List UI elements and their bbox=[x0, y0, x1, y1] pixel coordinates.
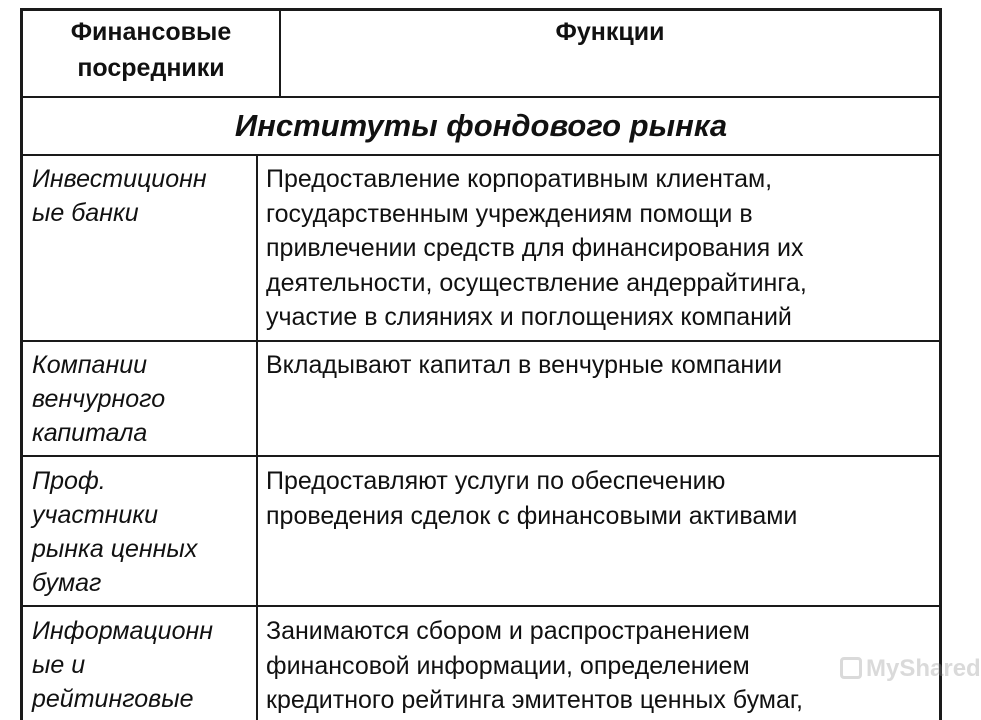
row3-bottom-border bbox=[22, 605, 942, 607]
row-function-securities-participants: Предоставляют услуги по обеспечению проведения сделок с финансовыми активами bbox=[266, 467, 798, 530]
header-functions: Функции bbox=[555, 18, 665, 46]
watermark-text: MyShared bbox=[866, 655, 981, 682]
row-name-investment-banks: Инвестиционн ые банки bbox=[32, 165, 207, 227]
row-function-investment-banks: Предоставление корпоративным клиентам, государственным учреждениям помощи в привлечении средств для финансирования их деятельности, осуществление андеррайтинга, участие в слияниях и поглощениях компаний bbox=[266, 165, 807, 331]
watermark bbox=[840, 655, 981, 683]
row1-bottom-border bbox=[22, 340, 942, 342]
row-function-information-rating: Занимаются сбором и распространением финансовой информации, определением кредитного рейтинга эмитентов ценных бумаг, bbox=[266, 617, 803, 714]
row-name-securities-participants: Проф. участники рынка ценных бумаг bbox=[32, 467, 198, 597]
row-name-venture-capital: Компании венчурного капитала bbox=[32, 351, 166, 447]
header-top-border bbox=[22, 8, 942, 11]
header-intermediaries: Финансовые посредники bbox=[70, 18, 232, 82]
row-name-information-rating: Информационн ые и рейтинговые bbox=[32, 617, 213, 713]
row-function-venture-capital: Вкладывают капитал в венчурные компании bbox=[266, 351, 783, 379]
row2-bottom-border bbox=[22, 455, 942, 457]
section-bottom-border bbox=[22, 154, 942, 156]
section-title: Институты фондового рынка bbox=[234, 108, 728, 143]
body-column-divider bbox=[256, 154, 258, 720]
watermark-logo-icon bbox=[840, 657, 862, 679]
